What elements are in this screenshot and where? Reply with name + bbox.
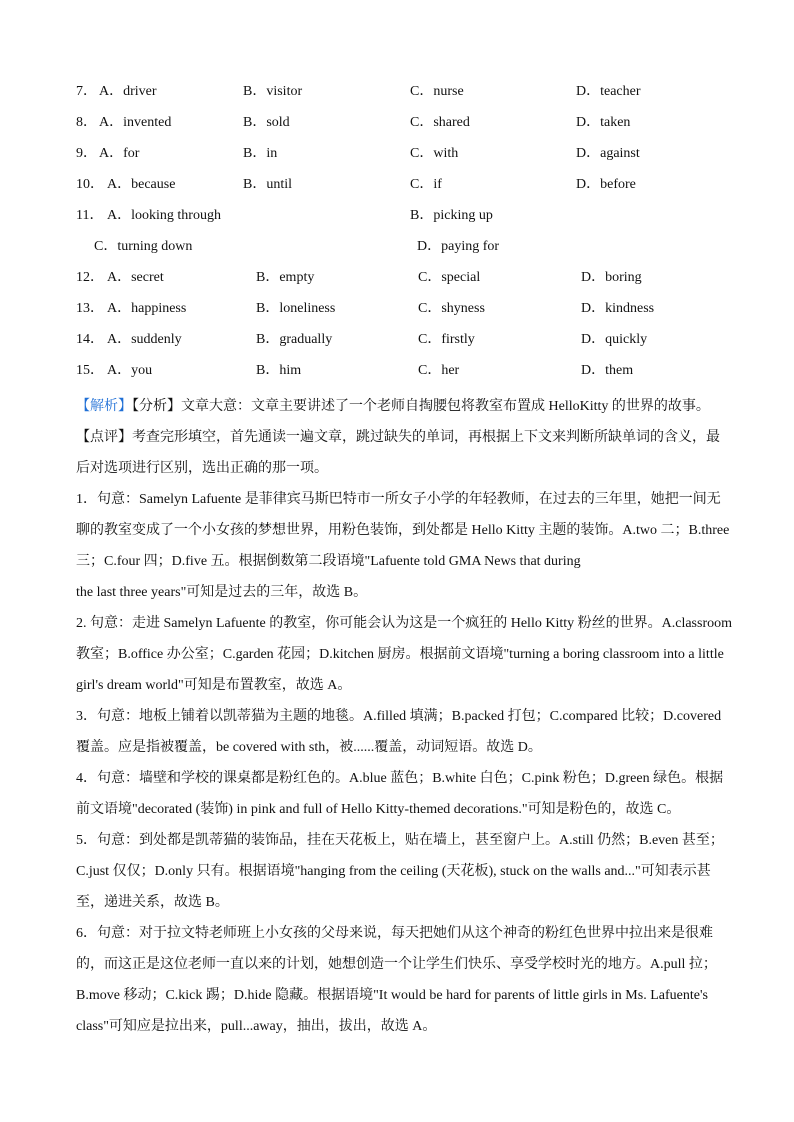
- option-b: B．picking up: [410, 208, 493, 223]
- explanation-line: B.move 移动；C.kick 踢；D.hide 隐藏。根据语境"It would be hard for parents of little girls in Ms. Lafuente's: [76, 988, 708, 1003]
- question-number: 11．: [76, 208, 104, 223]
- explanation-line: 前文语境"decorated (装饰) in pink and full of Hello Kitty-themed decorations."可知是粉色的，故选 C。: [76, 802, 681, 817]
- option-c: C．her: [418, 363, 460, 378]
- option-c: C．with: [410, 146, 459, 161]
- explanation-2: [76, 608, 748, 701]
- option-d: D．before: [576, 177, 636, 192]
- analysis-block: [76, 391, 748, 484]
- option-d: D．kindness: [581, 301, 655, 316]
- option-b: B．loneliness: [256, 301, 336, 316]
- option-a: A．driver: [99, 84, 157, 99]
- explanation-line: class"可知应是拉出来，pull...away，抽出，拔出，故选 A。: [76, 1019, 437, 1034]
- explanation-line: 2. 句意：走进 Samelyn Lafuente 的教室，你可能会认为这是一个疯狂的 Hello Kitty 粉丝的世界。A.classroom: [76, 616, 732, 631]
- option-c: C．if: [410, 177, 442, 192]
- explanation-3: [76, 701, 748, 763]
- question-number: 15．: [76, 363, 104, 378]
- explanation-line: 教室；B.office 办公室；C.garden 花园；D.kitchen 厨房。根据前文语境"turning a boring classroom into a little: [76, 647, 724, 662]
- option-b: B．empty: [256, 270, 315, 285]
- option-b: B．sold: [243, 115, 290, 130]
- option-d: D．quickly: [581, 332, 648, 347]
- option-c: C．turning down: [94, 239, 193, 254]
- option-a: A．because: [107, 177, 176, 192]
- option-c: C．shared: [410, 115, 470, 130]
- option-a: A．looking through: [107, 208, 221, 223]
- explanation-line: 3．句意：地板上铺着以凯蒂猫为主题的地毯。A.filled 填满；B.packed 打包；C.compared 比较；D.covered: [76, 709, 722, 724]
- option-c: C．nurse: [410, 84, 464, 99]
- question-number: 7．: [76, 84, 97, 99]
- question-number: 12．: [76, 270, 104, 285]
- option-d: D．against: [576, 146, 640, 161]
- explanation-1: [76, 484, 748, 608]
- analysis-summary-line: [76, 391, 748, 422]
- explanation-line: 的，而这正是这位老师一直以来的计划，她想创造一个让学生们快乐、享受学校时光的地方。A.pull 拉；: [76, 957, 717, 972]
- option-a: A．happiness: [107, 301, 187, 316]
- explanation-line: 5．句意：到处都是凯蒂猫的装饰品，挂在天花板上，贴在墙上，甚至窗户上。A.still 仍然；B.even 甚至；: [76, 833, 724, 848]
- explanation-line: 4．句意：墙壁和学校的课桌都是粉红色的。A.blue 蓝色；B.white 白色；C.pink 粉色；D.green 绿色。根据: [76, 771, 724, 786]
- option-d: D．paying for: [417, 239, 500, 254]
- option-a: A．for: [99, 146, 140, 161]
- option-b: B．visitor: [243, 84, 303, 99]
- analysis-summary: 【分析】文章大意：文章主要讲述了一个老师自掏腰包将教室布置成 HelloKitty 的世界的故事。: [132, 399, 710, 414]
- option-b: B．him: [256, 363, 302, 378]
- explanation-line: 覆盖。应是指被覆盖，be covered with sth，被......覆盖，动词短语。故选 D。: [76, 740, 542, 755]
- question-number: 13．: [76, 301, 104, 316]
- explanation-line: 三；C.four 四；D.five 五。根据倒数第二段语境"Lafuente told GMA News that during: [76, 554, 581, 569]
- explanation-line: 1．句意：Samelyn Lafuente 是菲律宾马斯巴特市一所女子小学的年轻教师，在过去的三年里，她把一间无: [76, 492, 721, 507]
- explanation-line: girl's dream world"可知是布置教室，故选 A。: [76, 678, 352, 693]
- explanation-5: [76, 825, 748, 918]
- explanation-line: the last three years"可知是过去的三年，故选 B。: [76, 585, 368, 600]
- option-a: A．secret: [107, 270, 164, 285]
- question-number: 14．: [76, 332, 104, 347]
- explanation-line: C.just 仅仅；D.only 只有。根据语境"hanging from the ceiling (天花板), stuck on the walls and..."可知表示甚: [76, 864, 711, 879]
- question-number: 10．: [76, 177, 104, 192]
- explanation-line: 6．句意：对于拉文特老师班上小女孩的父母来说，每天把她们从这个神奇的粉红色世界中拉出来是很难: [76, 926, 713, 941]
- option-c: C．shyness: [418, 301, 485, 316]
- option-b: B．until: [243, 177, 293, 192]
- option-d: D．teacher: [576, 84, 641, 99]
- explanation-4: [76, 763, 748, 825]
- option-d: D．boring: [581, 270, 642, 285]
- comment-line-1: 【点评】考查完形填空，首先通读一遍文章，跳过缺失的单词，再根据上下文来判断所缺单词的含义，最: [76, 430, 720, 445]
- explanation-line: 聊的教室变成了一个小女孩的梦想世界，用粉色装饰，到处都是 Hello Kitty 主题的装饰。A.two 二；B.three: [76, 523, 730, 538]
- option-a: A．invented: [99, 115, 172, 130]
- explanation-line: 至，递进关系，故选 B。: [76, 895, 229, 910]
- option-d: D．them: [581, 363, 634, 378]
- option-a: A．you: [107, 363, 153, 378]
- comment-line-2: 后对选项进行区别，选出正确的那一项。: [76, 461, 328, 476]
- question-number: 9．: [76, 146, 97, 161]
- option-b: B．gradually: [256, 332, 333, 347]
- option-a: A．suddenly: [107, 332, 182, 347]
- option-d: D．taken: [576, 115, 631, 130]
- explanation-6: [76, 918, 748, 1042]
- analysis-tag: 【解析】: [76, 399, 132, 414]
- option-c: C．firstly: [418, 332, 475, 347]
- option-b: B．in: [243, 146, 278, 161]
- question-number: 8．: [76, 115, 97, 130]
- option-c: C．special: [418, 270, 481, 285]
